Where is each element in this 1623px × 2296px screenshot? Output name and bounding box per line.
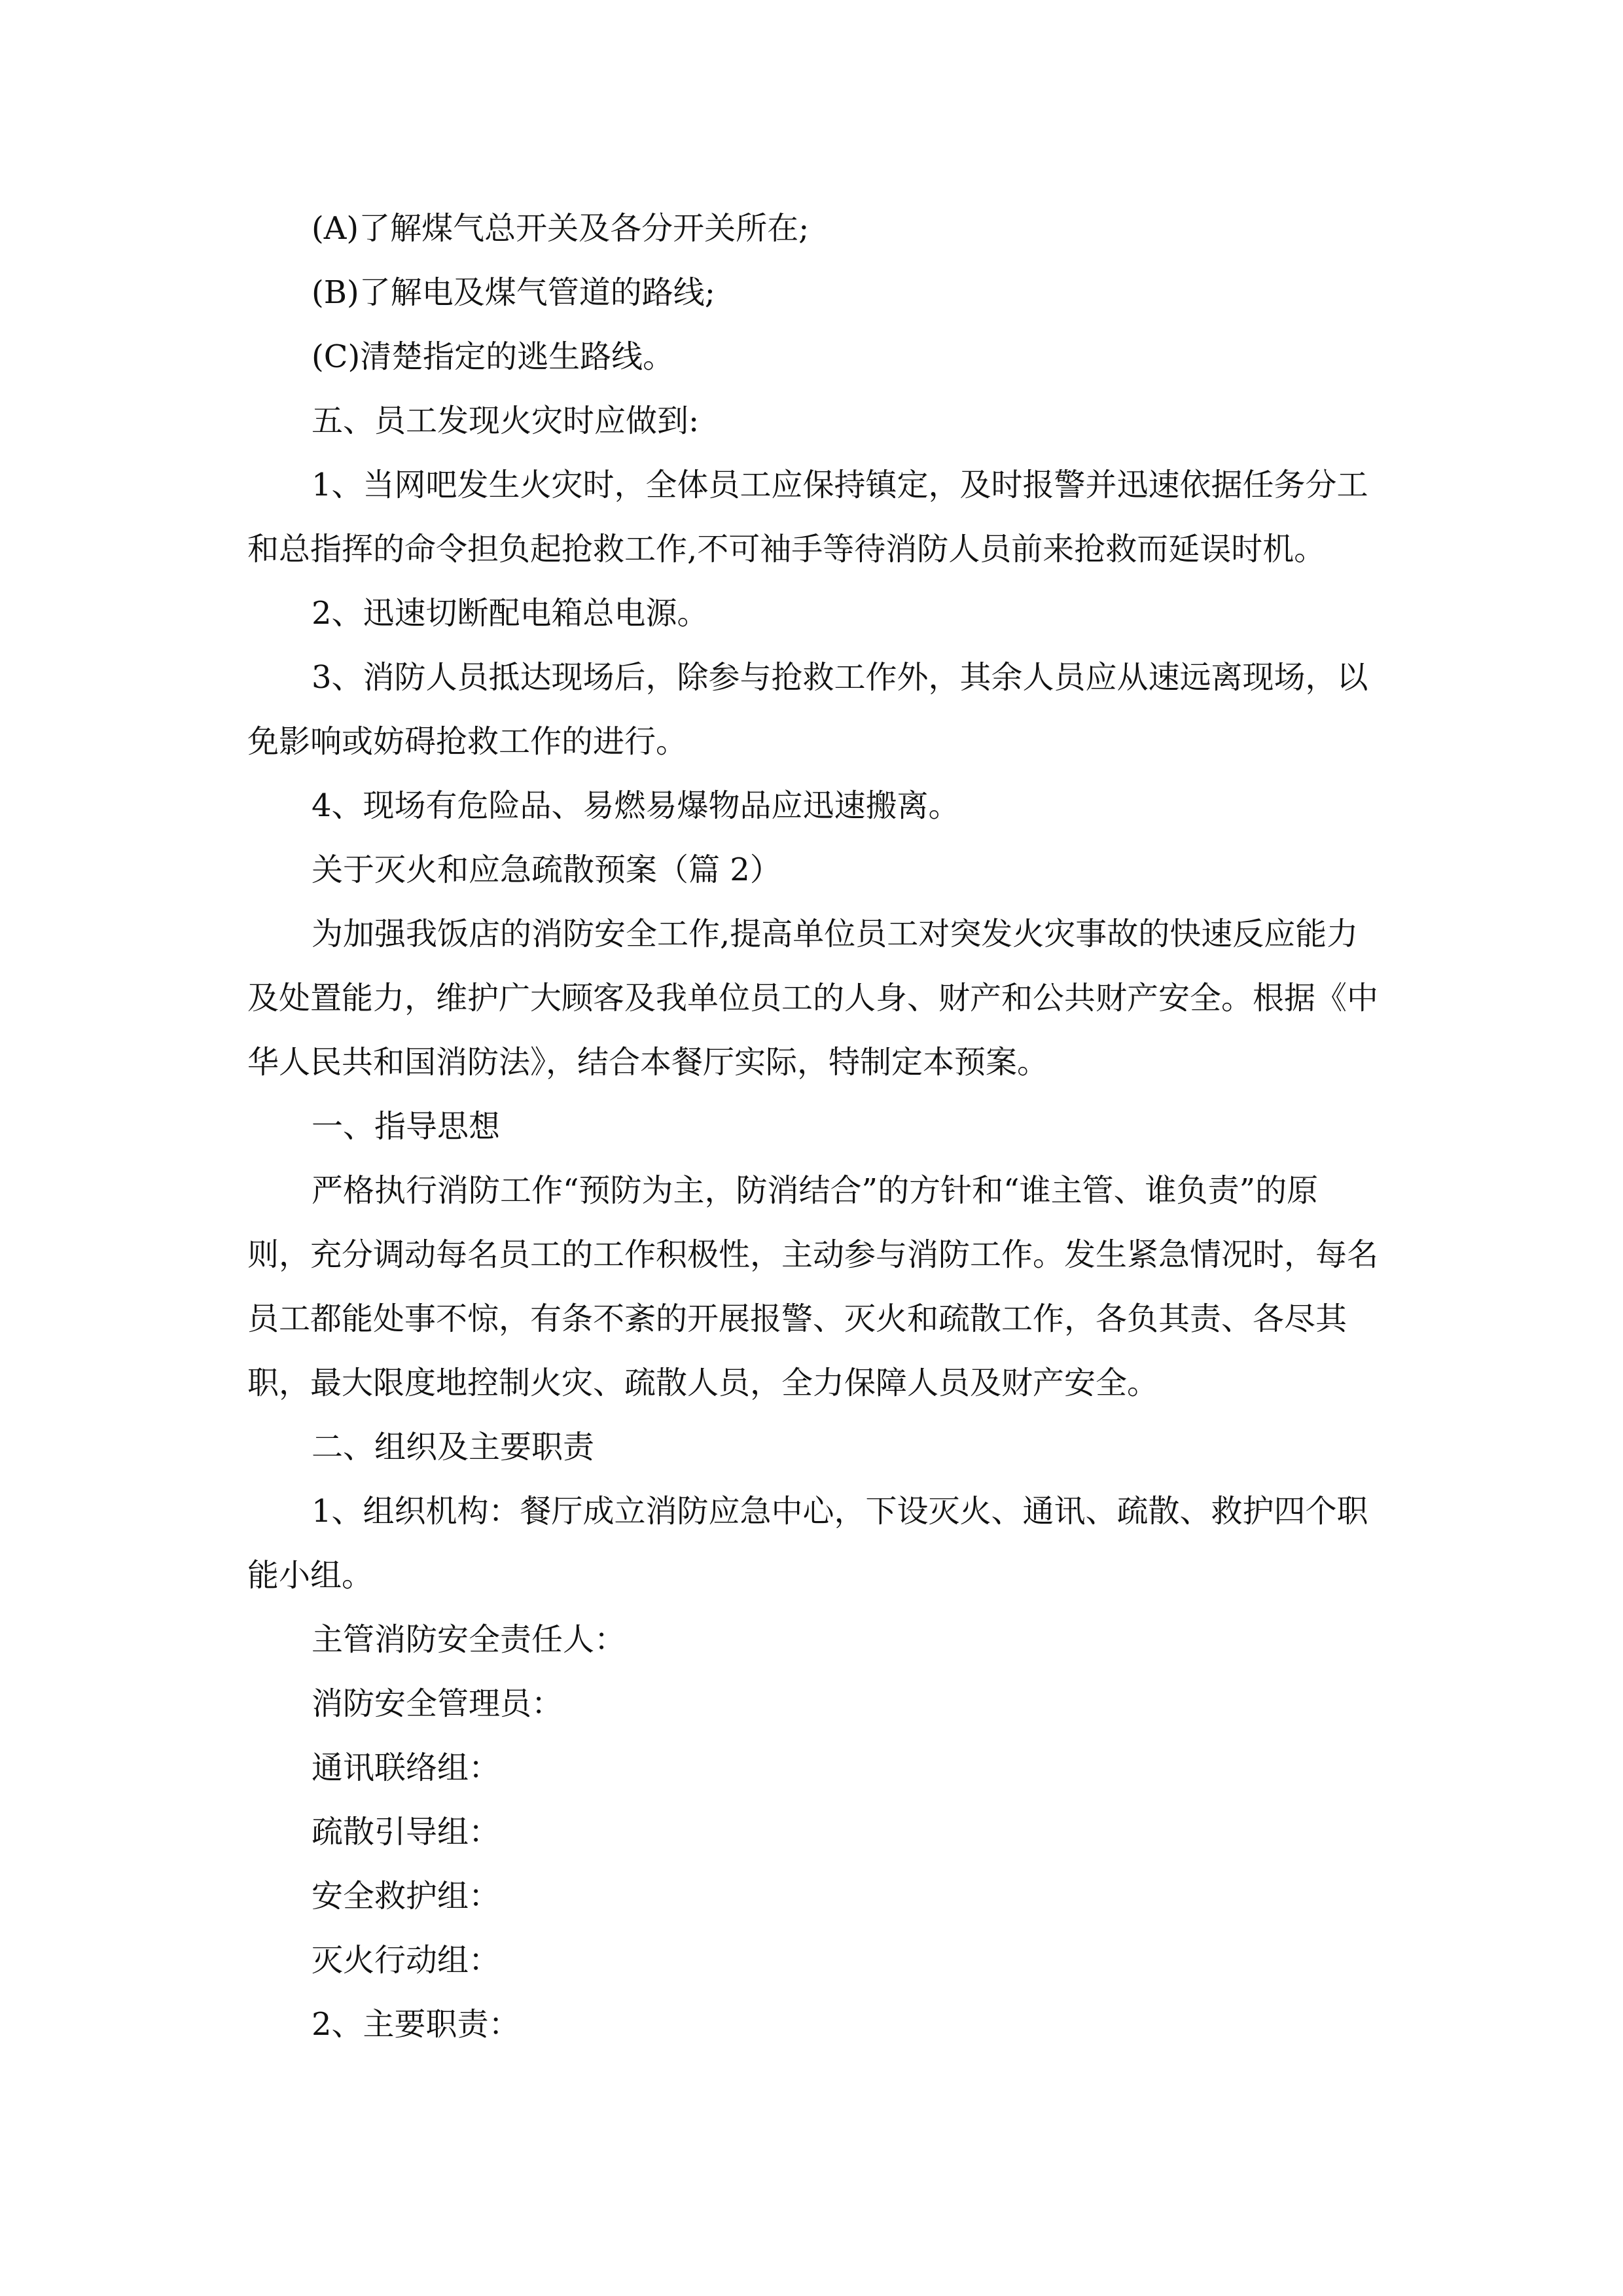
paragraph-organization: 1、组织机构：餐厅成立消防应急中心，下设灭火、通讯、疏散、救护四个职能小组。 xyxy=(247,1493,1368,1594)
section-heading-organization: 二、组织及主要职责 xyxy=(312,1429,595,1465)
paragraph-guiding-principle: 严格执行消防工作“预防为主，防消结合”的方针和“谁主管、谁负责”的原则，充分调动每名员工的工作积极性，主动参与消防工作。发生紧急情况时，每名员工都能处事不惊，有条不紊的开展报警、灭火和疏散工作，各负其责、各尽其职，最大限度地控制火灾、疏散人员，全力保障人员及财产安全。 xyxy=(247,1172,1379,1401)
paragraph-gas-switch: (A)了解煤气总开关及各分开关所在; xyxy=(312,210,810,247)
label-evacuation-team: 疏散引导组： xyxy=(312,1814,501,1850)
section-heading-guiding-principle: 一、指导思想 xyxy=(312,1108,501,1145)
document-subtitle: 关于灭火和应急疏散预案（篇 2） xyxy=(312,852,781,888)
paragraph-intro: 为加强我饭店的消防安全工作,提高单位员工对突发火灾事故的快速反应能力及处置能力，维护广大顾客及我单位员工的人身、财产和公共财产安全。根据《中华人民共和国消防法》，结合本餐厅实际，特制定本预案。 xyxy=(247,916,1379,1081)
label-safety-supervisor: 主管消防安全责任人： xyxy=(312,1621,626,1658)
paragraph-fire-response-4: 4、现场有危险品、易燃易爆物品应迅速搬离。 xyxy=(312,787,960,824)
label-rescue-team: 安全救护组： xyxy=(312,1878,501,1914)
paragraph-fire-response-3: 3、消防人员抵达现场后，除参与抢救工作外，其余人员应从速远离现场，以免影响或妨碍抢救工作的进行。 xyxy=(247,659,1368,760)
paragraph-fire-response-1: 1、当网吧发生火灾时，全体员工应保持镇定，及时报警并迅速依据任务分工和总指挥的命令担负起抢救工作,不可袖手等待消防人员前来抢救而延误时机。 xyxy=(247,467,1368,567)
document-body xyxy=(247,196,1380,2056)
label-safety-manager: 消防安全管理员： xyxy=(312,1685,563,1722)
paragraph-escape-route: (C)清楚指定的逃生路线。 xyxy=(312,338,675,375)
label-firefighting-team: 灭火行动组： xyxy=(312,1942,501,1979)
paragraph-pipeline-route: (B)了解电及煤气管道的路线; xyxy=(312,274,715,311)
section-heading-responsibilities: 2、主要职责： xyxy=(312,2006,520,2043)
paragraph-fire-response-2: 2、迅速切断配电箱总电源。 xyxy=(312,595,709,632)
section-heading-fire-response: 五、员工发现火灾时应做到: xyxy=(312,403,700,439)
label-communication-team: 通讯联络组： xyxy=(312,1749,501,1786)
